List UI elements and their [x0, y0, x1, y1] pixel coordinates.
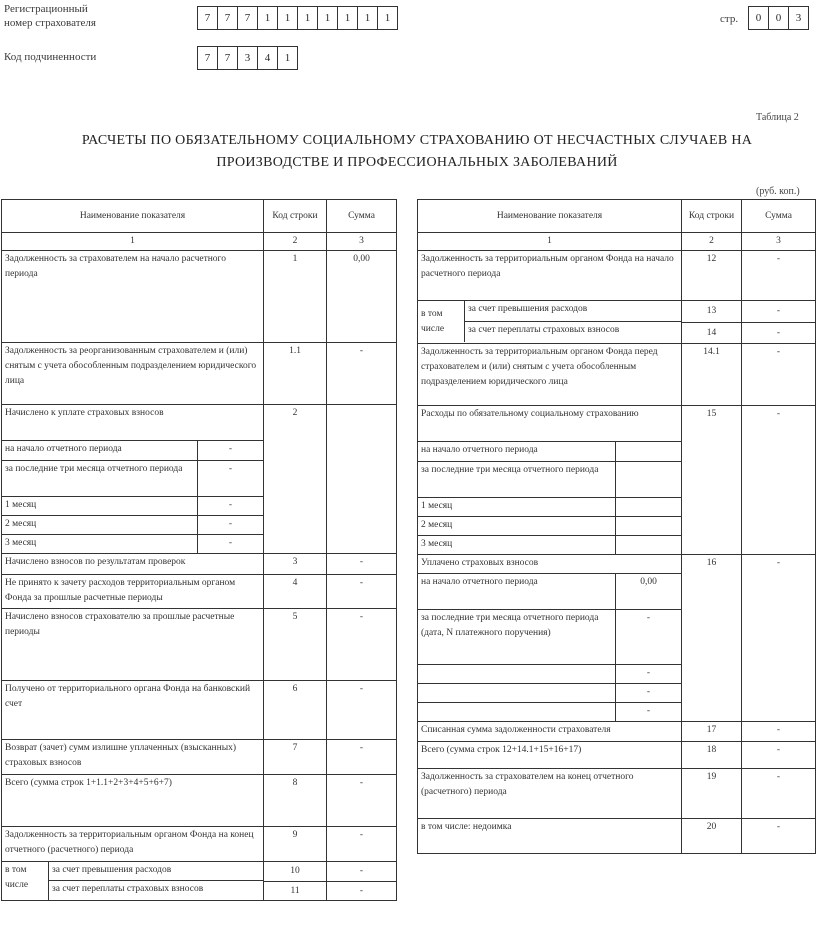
reg-digit: 7 — [218, 7, 238, 29]
table-row: 2 месяц - — [2, 516, 397, 535]
table-row: за последние три месяца отчетного периода — [418, 462, 816, 498]
table-row: Задолженность за территориальным органом Фонда на конец отчетного (расчетного) периода 9 - — [2, 827, 397, 862]
table-row: Списанная сумма задолженности страхователя 17 - — [418, 722, 816, 742]
table-row: 1 месяц — [418, 498, 816, 517]
reg-number-cells — [197, 6, 398, 30]
table-row: - — [418, 684, 816, 703]
table-row: за последние три месяца отчетного периода (дата, N платежного поручения) - — [418, 610, 816, 665]
table-row: Начислено взносов по результатам проверок 3 - — [2, 554, 397, 575]
page-label: стр. — [720, 13, 739, 25]
table-row: на начало отчетного периода — [418, 442, 816, 462]
table-row: Получено от территориального органа Фонда на банковский счет 6 - — [2, 681, 397, 740]
reg-digit: 1 — [278, 7, 298, 29]
table-row: Задолженность за территориальным органом Фонда перед страхователем и (или) снятым с учета обособленным подразделением юридического лица 14.1 - — [418, 344, 816, 406]
sub-digit: 7 — [198, 47, 218, 69]
page-number-cells — [748, 6, 809, 30]
col-header-code: Код строки — [264, 200, 327, 233]
subordination-label: Код подчиненности — [4, 51, 97, 63]
page-title: РАСЧЕТЫ ПО ОБЯЗАТЕЛЬНОМУ СОЦИАЛЬНОМУ СТРАХОВАНИЮ ОТ НЕСЧАСТНЫХ СЛУЧАЕВ НА ПРОИЗВОДСТВЕ И ПРОФЕССИОНАЛЬНЫХ ЗАБОЛЕВАНИЙ — [81, 133, 753, 170]
left-table — [1, 199, 397, 901]
table-row: Начислено к уплате страховых взносов 2 — [2, 405, 397, 441]
sub-digit: 7 — [218, 47, 238, 69]
table-row: 1 месяц - — [2, 497, 397, 516]
table-row: Не принято к зачету расходов территориальным органом Фонда за прошлые расчетные периоды 4 - — [2, 575, 397, 609]
table-header-row: Наименование показателя Код строки Сумма — [418, 200, 816, 233]
table-row: - — [418, 665, 816, 684]
reg-digit: 1 — [358, 7, 378, 29]
table-number-row: 1 2 3 — [418, 233, 816, 251]
reg-digit: 1 — [384, 12, 391, 24]
sub-digit: 4 — [258, 47, 278, 69]
reg-digit: 1 — [298, 7, 318, 29]
table-row: Всего (сумма строк 1+1.1+2+3+4+5+6+7) 8 - — [2, 775, 397, 827]
table-row: Задолженность за территориальным органом Фонда на начало расчетного периода 12 - — [418, 251, 816, 301]
table-row: Задолженность за страхователем на начало расчетного периода 1 0,00 — [2, 251, 397, 343]
reg-number-label: Регистрационный номер страхователя — [4, 3, 96, 29]
right-table — [417, 199, 816, 854]
page-digit: 0 — [769, 7, 789, 29]
table-row: на начало отчетного периода - — [2, 441, 397, 461]
reg-digit: 1 — [338, 7, 358, 29]
table-row: Возврат (зачет) сумм излишне уплаченных (взысканных) страховых взносов 7 - — [2, 740, 397, 775]
reg-digit: 1 — [258, 7, 278, 29]
units-label: (руб. коп.) — [756, 186, 800, 197]
table-row: 3 месяц - — [2, 535, 397, 554]
col-header-sum: Сумма — [327, 200, 397, 233]
sub-digit: 3 — [238, 47, 258, 69]
table-row: в том числе за счет превышения расходов за счет переплаты страховых взносов 10 11 - - — [2, 862, 397, 901]
reg-digit: 1 — [318, 7, 338, 29]
table-row: Уплачено страховых взносов 16 - — [418, 555, 816, 574]
col-header-name: Наименование показателя — [2, 200, 264, 233]
table-row: Задолженность за страхователем на конец отчетного (расчетного) периода 19 - — [418, 769, 816, 819]
table-header-row — [2, 200, 397, 233]
table-row: в том числе за счет превышения расходов за счет переплаты страховых взносов 13 14 - - — [418, 301, 816, 344]
table-number-label: Таблица 2 — [756, 112, 799, 123]
table-number-row: 1 2 3 — [2, 233, 397, 251]
table-row: на начало отчетного периода 0,00 — [418, 574, 816, 610]
subordination-cells — [197, 46, 298, 70]
reg-digit: 7 — [198, 7, 218, 29]
sub-digit: 1 — [284, 52, 291, 64]
page-digit: 3 — [795, 12, 802, 24]
table-row: - — [418, 703, 816, 722]
reg-digit: 7 — [238, 7, 258, 29]
table-row: Всего (сумма строк 12+14.1+15+16+17) 18 - — [418, 742, 816, 769]
table-row: в том числе: недоимка 20 - — [418, 819, 816, 854]
table-row: Задолженность за реорганизованным страхователем и (или) снятым с учета обособленным подразделением юридического лица 1.1 - — [2, 343, 397, 405]
table-row: 2 месяц — [418, 517, 816, 536]
page-digit: 0 — [749, 7, 769, 29]
table-row: Начислено взносов страхователю за прошлые расчетные периоды 5 - — [2, 609, 397, 681]
table-row: за последние три месяца отчетного периода - — [2, 461, 397, 497]
table-row: Расходы по обязательному социальному страхованию 15 - — [418, 406, 816, 442]
table-row: 3 месяц — [418, 536, 816, 555]
